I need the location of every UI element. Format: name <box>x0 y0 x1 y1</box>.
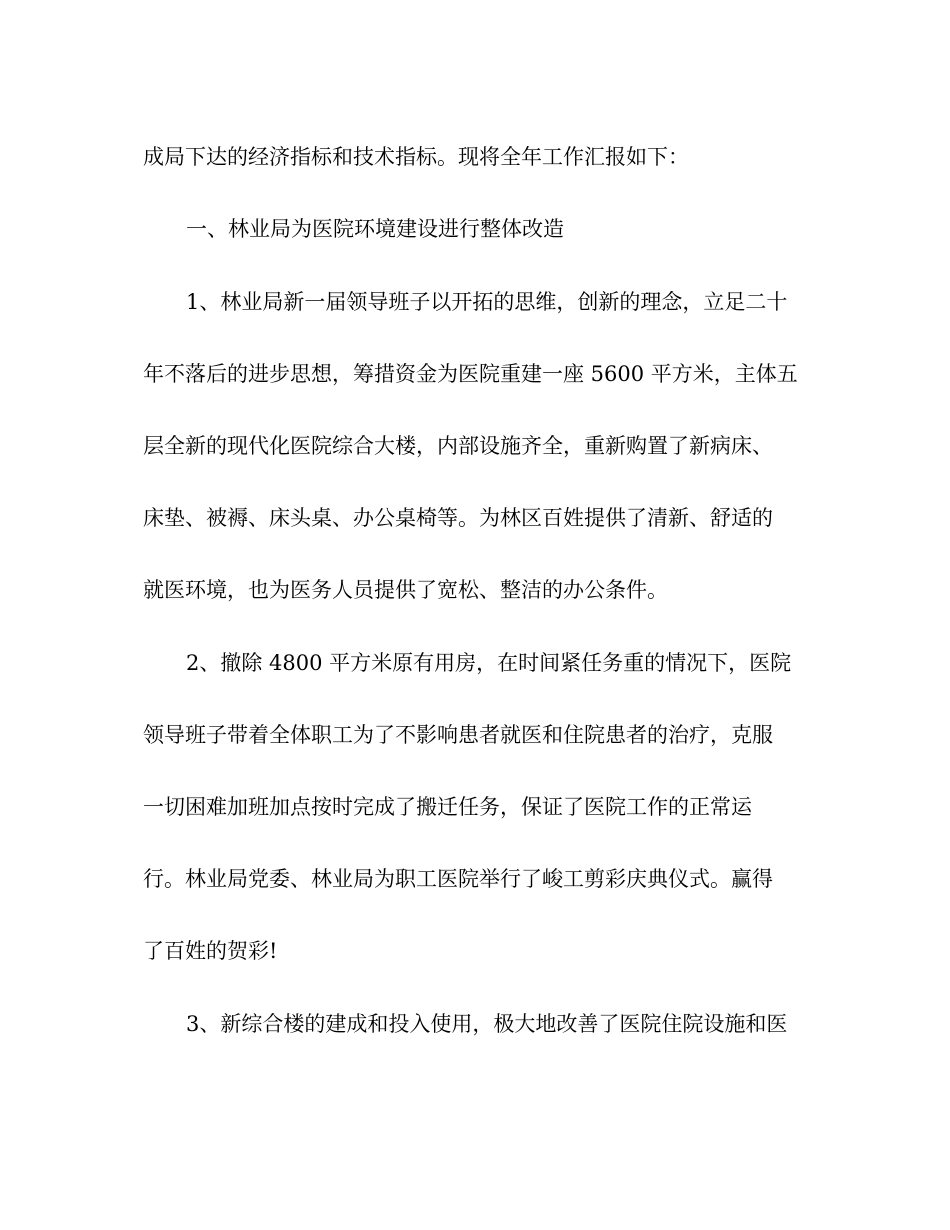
paragraph-line-intro: 成局下达的经济指标和技术指标。现将全年工作汇报如下： <box>143 145 689 169</box>
paragraph-line: 年不落后的进步思想，筹措资金为医院重建一座 5600 平方米，主体五 <box>143 362 798 386</box>
paragraph-line: 3、新综合楼的建成和投入使用，极大地改善了医院住院设施和医 <box>186 1012 788 1036</box>
paragraph-line: 就医环境，也为医务人员提供了宽松、整洁的办公条件。 <box>143 578 668 602</box>
paragraph-line: 2、撤除 4800 平方米原有用房，在时间紧任务重的情况下，医院 <box>186 651 792 675</box>
paragraph-line: 了百姓的贺彩! <box>143 939 278 963</box>
paragraph-line: 行。林业局党委、林业局为职工医院举行了峻工剪彩庆典仪式。赢得 <box>143 867 773 891</box>
paragraph-line: 一切困难加班加点按时完成了搬迁任务，保证了医院工作的正常运 <box>143 795 752 819</box>
paragraph-line: 床垫、被褥、床头桌、办公桌椅等。为林区百姓提供了清新、舒适的 <box>143 506 773 530</box>
section-heading: 一、林业局为医院环境建设进行整体改造 <box>186 217 564 241</box>
paragraph-line: 1、林业局新一届领导班子以开拓的思维，创新的理念，立足二十 <box>186 290 788 314</box>
paragraph-line: 层全新的现代化医院综合大楼，内部设施齐全，重新购置了新病床、 <box>143 434 773 458</box>
paragraph-line: 领导班子带着全体职工为了不影响患者就医和住院患者的治疗，克服 <box>143 723 773 747</box>
